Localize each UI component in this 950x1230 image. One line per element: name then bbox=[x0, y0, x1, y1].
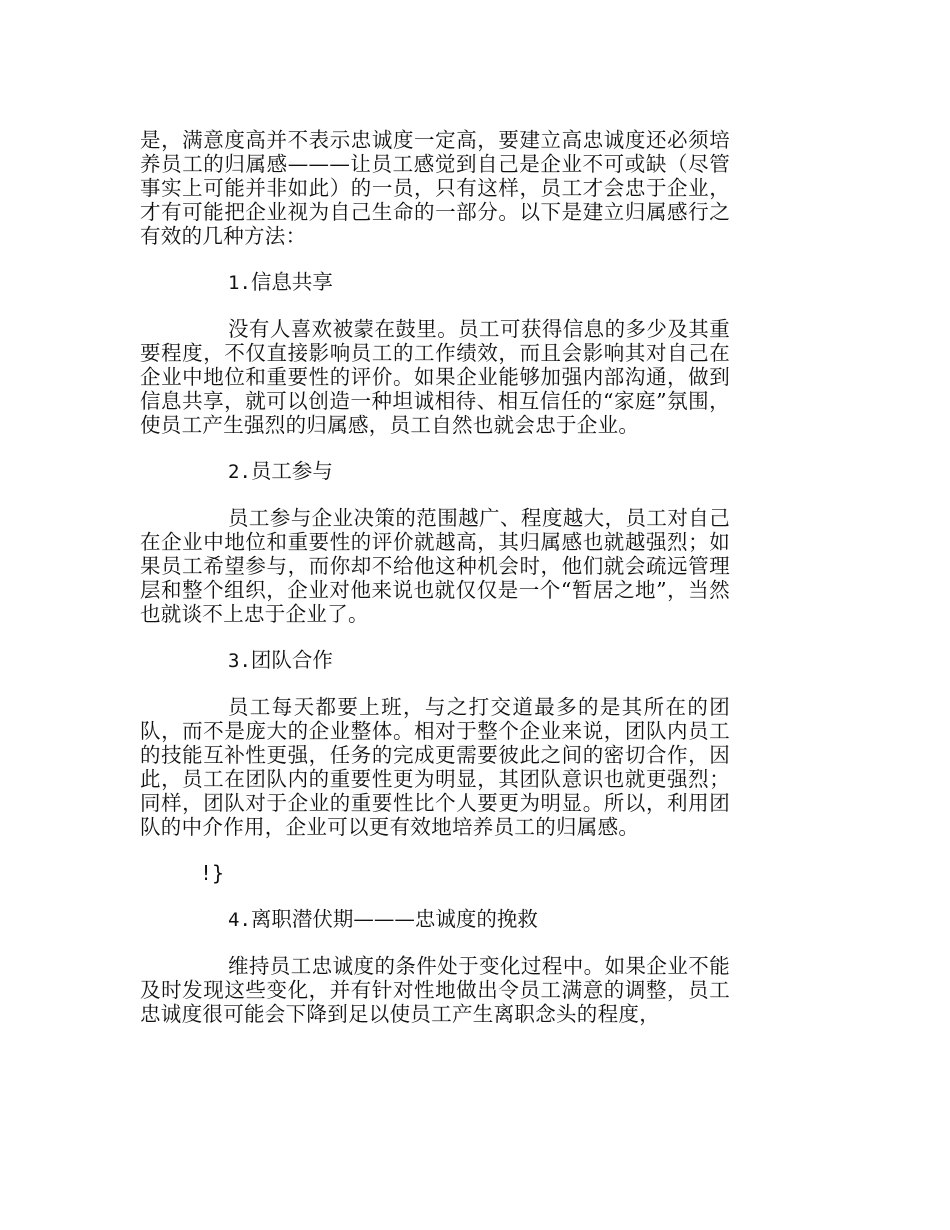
section-heading-2 bbox=[140, 459, 730, 484]
section-heading-4 bbox=[140, 907, 730, 932]
section-number: 2. bbox=[228, 461, 251, 483]
section-number: 1. bbox=[228, 272, 251, 294]
section-heading-3 bbox=[140, 648, 730, 673]
document-content bbox=[140, 128, 730, 1026]
section-number: 4. bbox=[228, 909, 251, 931]
section-title: 信息共享 bbox=[250, 270, 333, 294]
intro-paragraph: 是，满意度高并不表示忠诚度一定高，要建立高忠诚度还必须培养员工的归属感———让员工感觉到自己是企业不可或缺（尽管事实上可能并非如此）的一员，只有这样，员工才会忠于企业，才有可能把企业视为自己生命的一部分。以下是建立归属感行之有效的几种方法： bbox=[140, 128, 730, 248]
section-title: 团队合作 bbox=[250, 648, 333, 672]
section-body-2: 员工参与企业决策的范围越广、程度越大，员工对自己在企业中地位和重要性的评价就越高，其归属感也就越强烈；如果员工希望参与，而你却不给他这种机会时，他们就会疏远管理层和整个组织，企业对他来说也就仅仅是一个“暂居之地”，当然也就谈不上忠于企业了。 bbox=[140, 506, 730, 626]
section-body-3: 员工每天都要上班，与之打交道最多的是其所在的团队，而不是庞大的企业整体。相对于整个企业来说，团队内员工的技能互补性更强，任务的完成更需要彼此之间的密切合作，因此，员工在团队内的重要性更为明显，其团队意识也就更强烈；同样，团队对于企业的重要性比个人要更为明显。所以，利用团队的中介作用，企业可以更有效地培养员工的归属感。 bbox=[140, 695, 730, 839]
stray-mark: !} bbox=[200, 861, 225, 885]
section-title: 员工参与 bbox=[250, 459, 333, 483]
section-heading-1 bbox=[140, 270, 730, 295]
section-title: 离职潜伏期———忠诚度的挽救 bbox=[250, 907, 538, 931]
section-number: 3. bbox=[228, 650, 251, 672]
section-body-1: 没有人喜欢被蒙在鼓里。员工可获得信息的多少及其重要程度，不仅直接影响员工的工作绩效，而且会影响其对自己在企业中地位和重要性的评价。如果企业能够加强内部沟通，做到信息共享，就可以创造一种坦诚相待、相互信任的“家庭”氛围，使员工产生强烈的归属感，员工自然也就会忠于企业。 bbox=[140, 317, 730, 437]
section-body-4: 维持员工忠诚度的条件处于变化过程中。如果企业不能及时发现这些变化，并有针对性地做出令员工满意的调整，员工忠诚度很可能会下降到足以使员工产生离职念头的程度， bbox=[140, 954, 730, 1026]
